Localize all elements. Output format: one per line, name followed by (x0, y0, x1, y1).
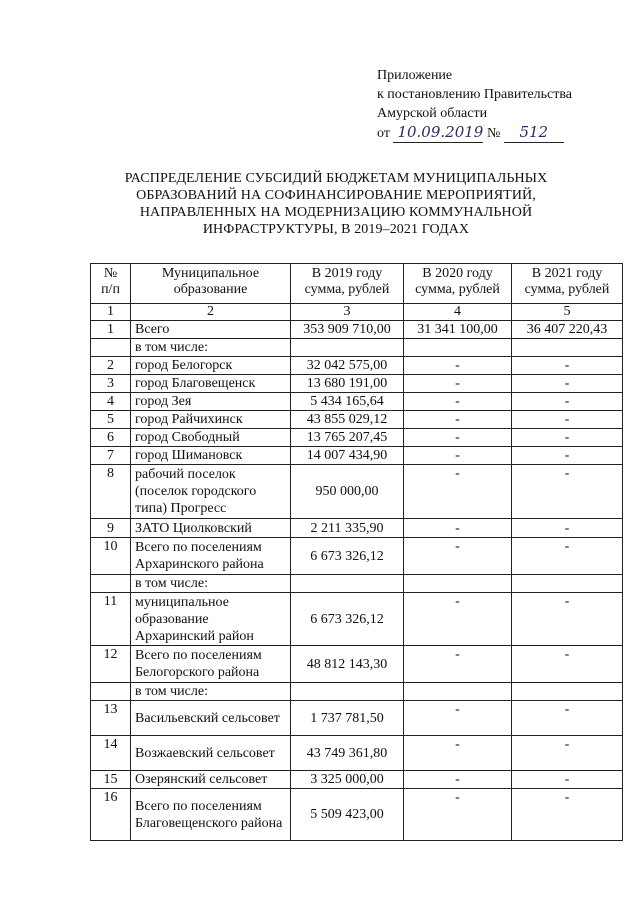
header-2021: В 2021 году сумма, рублей (512, 264, 623, 304)
row-name: Озерянский сельсовет (131, 771, 291, 789)
row-num (91, 339, 131, 357)
header-2019: В 2019 году сумма, рублей (291, 264, 404, 304)
table-row (91, 575, 623, 593)
colnum-4: 4 (404, 304, 512, 321)
row-name: город Зея (131, 393, 291, 411)
row-2019: 950 000,00 (291, 465, 404, 519)
subsidy-table (90, 263, 623, 841)
row-2020: - (404, 393, 512, 411)
table-row (91, 339, 623, 357)
row-name: ЗАТО Циолковский (131, 519, 291, 538)
table-row (91, 736, 623, 771)
row-num: 10 (91, 538, 131, 575)
row-2020: - (404, 736, 512, 771)
row-2021: - (512, 357, 623, 375)
row-2020: - (404, 429, 512, 447)
row-num: 12 (91, 646, 131, 683)
appendix-line-2: к постановлению Правительства (377, 87, 573, 102)
row-name: город Белогорск (131, 357, 291, 375)
row-num: 3 (91, 375, 131, 393)
column-number-row (91, 304, 623, 321)
title-line-3: НАПРАВЛЕННЫХ НА МОДЕРНИЗАЦИЮ КОММУНАЛЬНОЙ (139, 205, 533, 220)
document-title (100, 170, 572, 238)
row-num: 9 (91, 519, 131, 538)
row-2021: - (512, 736, 623, 771)
row-2020: - (404, 646, 512, 683)
appendix-date-line (377, 123, 572, 143)
row-num: 6 (91, 429, 131, 447)
row-2020 (404, 339, 512, 357)
row-2020: - (404, 593, 512, 646)
row-name: Васильевский сельсовет (131, 701, 291, 736)
date-prefix: от (377, 126, 390, 141)
row-name: город Свободный (131, 429, 291, 447)
row-2020: - (404, 465, 512, 519)
table-row (91, 375, 623, 393)
row-2021: - (512, 393, 623, 411)
table-row (91, 593, 623, 646)
row-2020: - (404, 411, 512, 429)
table-row (91, 429, 623, 447)
row-2019: 1 737 781,50 (291, 701, 404, 736)
appendix-line-3: Амурской области (377, 106, 488, 121)
row-2019: 13 765 207,45 (291, 429, 404, 447)
table-header-row (91, 264, 623, 304)
row-2021 (512, 683, 623, 701)
row-num: 13 (91, 701, 131, 736)
table-row (91, 447, 623, 465)
row-2019 (291, 683, 404, 701)
row-2020 (404, 683, 512, 701)
row-2019: 5 434 165,64 (291, 393, 404, 411)
table-row (91, 519, 623, 538)
row-2019: 353 909 710,00 (291, 321, 404, 339)
row-2019: 2 211 335,90 (291, 519, 404, 538)
row-2021: - (512, 538, 623, 575)
row-2019 (291, 575, 404, 593)
row-2021: - (512, 646, 623, 683)
row-num: 15 (91, 771, 131, 789)
row-name: Всего по поселениям Белогорского района (131, 646, 291, 683)
appendix-line-1: Приложение (377, 68, 453, 83)
row-2020 (404, 575, 512, 593)
row-name: в том числе: (131, 339, 291, 357)
row-2021 (512, 575, 623, 593)
row-num: 11 (91, 593, 131, 646)
row-name: Возжаевский сельсовет (131, 736, 291, 771)
row-2021: - (512, 593, 623, 646)
row-name: город Благовещенск (131, 375, 291, 393)
row-num: 14 (91, 736, 131, 771)
row-2020: - (404, 375, 512, 393)
row-name: город Райчихинск (131, 411, 291, 429)
colnum-3: 3 (291, 304, 404, 321)
row-2019: 48 812 143,30 (291, 646, 404, 683)
row-2021: - (512, 789, 623, 841)
header-2020: В 2020 году сумма, рублей (404, 264, 512, 304)
row-name: Всего по поселениям Благовещенского района (131, 789, 291, 841)
row-2019: 14 007 434,90 (291, 447, 404, 465)
colnum-5: 5 (512, 304, 623, 321)
row-name: рабочий поселок (поселок городского типа) Прогресс (131, 465, 291, 519)
row-num (91, 575, 131, 593)
row-name: город Шимановск (131, 447, 291, 465)
row-num: 1 (91, 321, 131, 339)
table-row (91, 538, 623, 575)
row-2021 (512, 339, 623, 357)
table-row (91, 683, 623, 701)
row-name: Всего по поселениям Архаринского района (131, 538, 291, 575)
row-2019: 13 680 191,00 (291, 375, 404, 393)
colnum-1: 1 (91, 304, 131, 321)
table-row (91, 321, 623, 339)
row-2021: - (512, 411, 623, 429)
table-row (91, 771, 623, 789)
row-name: муниципальное образование Архаринский район (131, 593, 291, 646)
row-2021: - (512, 701, 623, 736)
row-2021: - (512, 447, 623, 465)
row-2020: - (404, 789, 512, 841)
row-2021: - (512, 771, 623, 789)
header-num: № п/п (91, 264, 131, 304)
row-2021: - (512, 375, 623, 393)
row-num: 16 (91, 789, 131, 841)
table-row (91, 393, 623, 411)
row-num: 2 (91, 357, 131, 375)
handwritten-date: 10.09.2019 (393, 123, 483, 143)
row-2021: - (512, 429, 623, 447)
colnum-2: 2 (131, 304, 291, 321)
row-2019: 43 749 361,80 (291, 736, 404, 771)
table-row (91, 646, 623, 683)
row-2019: 6 673 326,12 (291, 538, 404, 575)
row-name: в том числе: (131, 575, 291, 593)
table-row (91, 411, 623, 429)
handwritten-number: 512 (504, 123, 564, 143)
row-2019: 6 673 326,12 (291, 593, 404, 646)
row-2020: 31 341 100,00 (404, 321, 512, 339)
row-2020: - (404, 357, 512, 375)
title-line-4: ИНФРАСТРУКТУРЫ, В 2019–2021 ГОДАХ (202, 222, 470, 237)
row-num: 5 (91, 411, 131, 429)
row-name: в том числе: (131, 683, 291, 701)
row-num: 4 (91, 393, 131, 411)
row-2019 (291, 339, 404, 357)
table-row (91, 701, 623, 736)
row-2021: 36 407 220,43 (512, 321, 623, 339)
row-num: 7 (91, 447, 131, 465)
title-line-2: ОБРАЗОВАНИЙ НА СОФИНАНСИРОВАНИЕ МЕРОПРИЯТИЙ, (136, 188, 536, 203)
row-name: Всего (131, 321, 291, 339)
row-num (91, 683, 131, 701)
row-num: 8 (91, 465, 131, 519)
appendix-block (377, 66, 572, 143)
row-2019: 43 855 029,12 (291, 411, 404, 429)
row-2019: 3 325 000,00 (291, 771, 404, 789)
row-2021: - (512, 519, 623, 538)
row-2019: 32 042 575,00 (291, 357, 404, 375)
row-2020: - (404, 771, 512, 789)
table-row (91, 465, 623, 519)
row-2020: - (404, 447, 512, 465)
row-2020: - (404, 701, 512, 736)
header-name: Муниципальное образование (131, 264, 291, 304)
number-prefix: № (486, 126, 501, 141)
table-body (91, 321, 623, 841)
row-2021: - (512, 465, 623, 519)
row-2020: - (404, 538, 512, 575)
table-row (91, 789, 623, 841)
row-2020: - (404, 519, 512, 538)
row-2019: 5 509 423,00 (291, 789, 404, 841)
table-row (91, 357, 623, 375)
title-line-1: РАСПРЕДЕЛЕНИЕ СУБСИДИЙ БЮДЖЕТАМ МУНИЦИПАЛЬНЫХ (124, 171, 548, 186)
